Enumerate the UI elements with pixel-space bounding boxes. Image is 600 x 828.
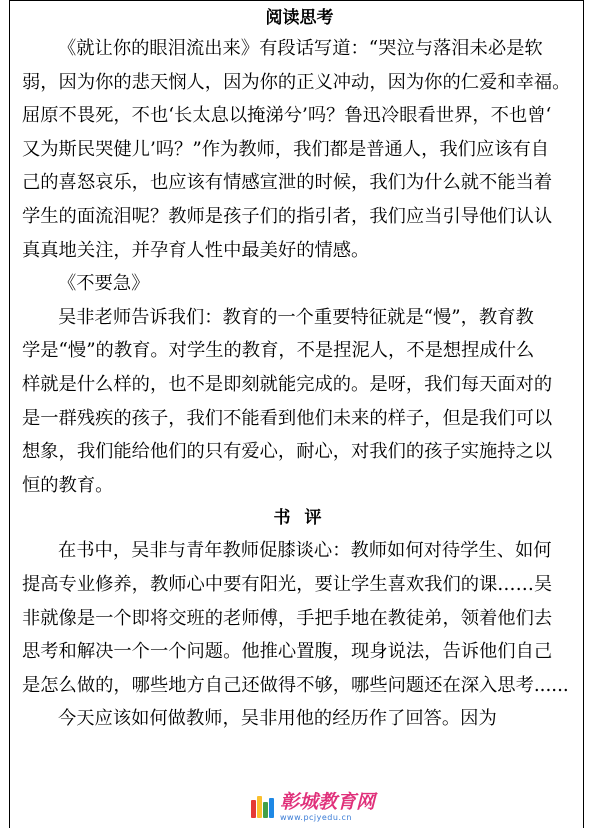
paragraph-line: 样就是什么样的，也不是即刻就能完成的。是呀，我们每天面对的	[22, 373, 553, 395]
paragraph-line: 屈原不畏死，不也‘长太息以掩涕兮’吗？鲁迅冷眼看世界，不也曾‘	[22, 105, 552, 127]
paragraph-line: 学生的面流泪呢？教师是孩子们的指引者，我们应当引导他们认认	[22, 205, 553, 227]
paragraph-line: 真真地关注，并孕育人性中最美好的情感。	[22, 239, 370, 261]
paragraph-line: 又为斯民哭健儿’吗？”作为教师，我们都是普通人，我们应该有自	[22, 138, 550, 160]
paragraph-line: 学是“慢”的教育。对学生的教育，不是捏泥人，不是想捏成什么	[22, 340, 535, 362]
paragraph-line: 己的喜怒哀乐，也应该有情感宣泄的时候，我们为什么就不能当着	[22, 172, 553, 194]
section-title-reading-thoughts: 阅读思考	[265, 8, 334, 28]
watermark-logo	[250, 790, 440, 824]
document-body	[22, 4, 577, 736]
paragraph-line: 《就让你的眼泪流出来》有段话写道：“哭泣与落泪未必是软	[58, 38, 543, 59]
paragraph-line: 思考和解决一个一个问题。他推心置腹，现身说法，告诉他们自己	[22, 641, 553, 663]
books-logo-icon	[250, 794, 276, 820]
paragraph-line: 提高专业修养，教师心中要有阳光，要让学生喜欢我们的课……吴	[22, 573, 553, 595]
section-title-book-review: 书 评	[273, 508, 326, 529]
paragraph-line: 吴非老师告诉我们：教育的一个重要特征就是“慢”，教育教	[58, 306, 534, 328]
paragraph-line: 今天应该如何做教师，吴非用他的经历作了回答。因为	[58, 708, 497, 730]
paragraph-line: 非就像是一个即将交班的老师傅，手把手地在教徒弟，领着他们去	[22, 607, 553, 629]
section-title-dont-rush: 《不要急》	[58, 273, 150, 295]
paragraph-line: 是怎么做的，哪些地方自己还做得不够，哪些问题还在深入思考......	[22, 674, 569, 696]
paragraph-line: 恒的教育。	[22, 474, 114, 496]
paragraph-line: 在书中，吴非与青年教师促膝谈心：教师如何对待学生、如何	[58, 540, 552, 562]
watermark-title: 彰城教育网	[280, 790, 376, 813]
watermark-url: www.pcjyedu.cn	[280, 812, 352, 822]
paragraph-line: 想象，我们能给他们的只有爱心，耐心，对我们的孩子实施持之以	[22, 441, 553, 463]
paragraph-line: 是一群残疾的孩子，我们不能看到他们未来的样子，但是我们可以	[22, 407, 553, 429]
paragraph-line: 弱，因为你的悲天悯人，因为你的正义冲动，因为你的仁爱和幸福。	[22, 71, 571, 93]
